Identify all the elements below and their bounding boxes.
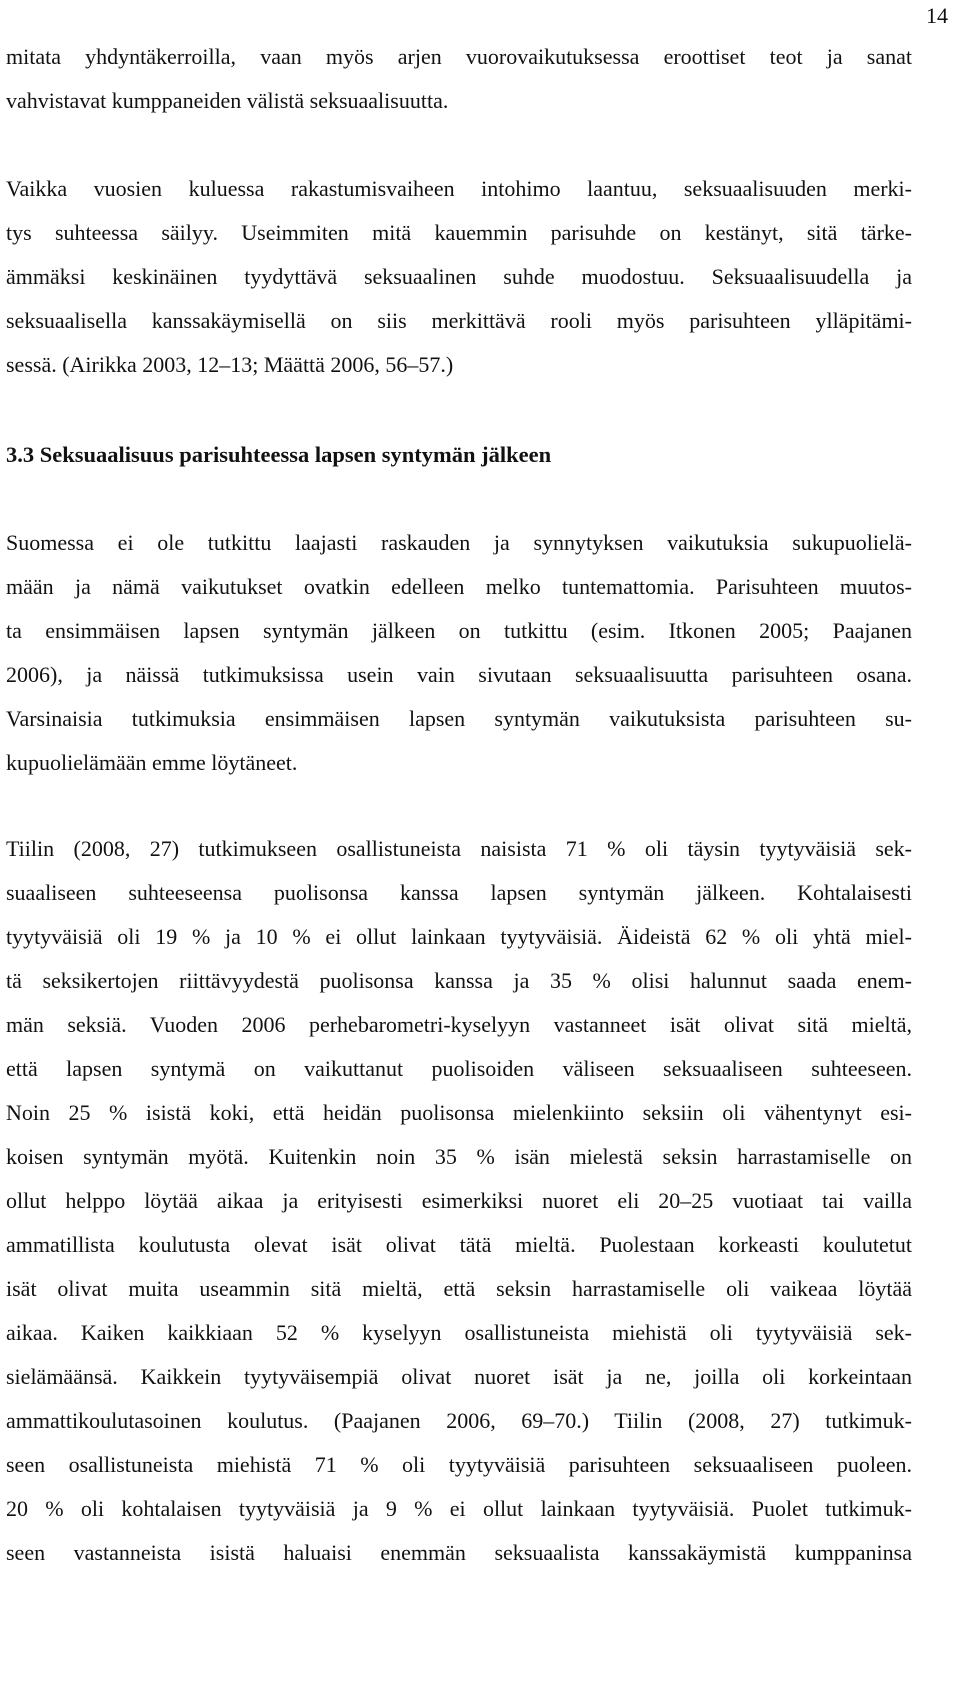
paragraph-line: Suomessa ei ole tutkittu laajasti raskauden ja synnytyksen vaikutuksia sukupuolielä-: [6, 530, 912, 555]
paragraph-line: ollut helppo löytää aikaa ja erityisesti esimerkiksi nuoret eli 20–25 vuotiaat tai vailla: [6, 1188, 912, 1213]
paragraph-line: sessä. (Airikka 2003, 12–13; Määttä 2006, 56–57.): [6, 352, 454, 377]
paragraph-line: Tiilin (2008, 27) tutkimukseen osallistuneista naisista 71 % oli täysin tyytyväisiä sek-: [6, 836, 912, 861]
paragraph-line: suaaliseen suhteeseensa puolisonsa kanssa lapsen syntymän jälkeen. Kohtalaisesti: [6, 880, 912, 905]
paragraph-line: män seksiä. Vuoden 2006 perhebarometri-kyselyyn vastanneet isät olivat sitä mieltä,: [6, 1012, 912, 1037]
paragraph-line: seen osallistuneista miehistä 71 % oli tyytyväisiä parisuhteen seksuaaliseen puoleen.: [6, 1452, 912, 1477]
paragraph-line: tä seksikertojen riittävyydestä puolisonsa kanssa ja 35 % olisi halunnut saada enem-: [6, 968, 912, 993]
paragraph-line: ämmäksi keskinäinen tyydyttävä seksuaalinen suhde muodostuu. Seksuaalisuudella ja: [6, 264, 912, 289]
paragraph-line: ammattikoulutasoinen koulutus. (Paajanen 2006, 69–70.) Tiilin (2008, 27) tutkimuk-: [6, 1408, 912, 1433]
paragraph-line: tyytyväisiä oli 19 % ja 10 % ei ollut lainkaan tyytyväisiä. Äideistä 62 % oli yhtä miel-: [6, 924, 912, 949]
paragraph-line: tys suhteessa säilyy. Useimmiten mitä kauemmin parisuhde on kestänyt, sitä tärke-: [6, 220, 912, 245]
paragraph-line: Vaikka vuosien kuluessa rakastumisvaiheen intohimo laantuu, seksuaalisuuden merki-: [6, 176, 912, 201]
paragraph-line: 2006), ja näissä tutkimuksissa usein vain sivutaan seksuaalisuutta parisuhteen osana.: [6, 662, 912, 687]
page-number: 14: [926, 3, 948, 28]
section-heading: 3.3 Seksuaalisuus parisuhteessa lapsen syntymän jälkeen: [6, 442, 552, 467]
paragraph-line: seksuaalisella kanssakäymisellä on siis merkittävä rooli myös parisuhteen ylläpitämi-: [6, 308, 912, 333]
paragraph-line: mitata yhdyntäkerroilla, vaan myös arjen vuorovaikutuksessa eroottiset teot ja sanat: [6, 44, 912, 69]
paragraph-line: ammatillista koulutusta olevat isät olivat tätä mieltä. Puolestaan korkeasti koulutetut: [6, 1232, 912, 1257]
paragraph-line: että lapsen syntymä on vaikuttanut puolisoiden väliseen seksuaaliseen suhteeseen.: [6, 1056, 912, 1081]
paragraph-line: kupuolielämään emme löytäneet.: [6, 750, 298, 775]
paragraph-line: mään ja nämä vaikutukset ovatkin edelleen melko tuntemattomia. Parisuhteen muutos-: [6, 574, 912, 599]
paragraph-line: seen vastanneista isistä haluaisi enemmän seksuaalista kanssakäymistä kumppaninsa: [6, 1540, 912, 1565]
paragraph-line: koisen syntymän myötä. Kuitenkin noin 35 % isän mielestä seksin harrastamiselle on: [6, 1144, 912, 1169]
paragraph-line: isät olivat muita useammin sitä mieltä, että seksin harrastamiselle oli vaikeaa löytää: [6, 1276, 912, 1301]
paragraph-line: Varsinaisia tutkimuksia ensimmäisen lapsen syntymän vaikutuksista parisuhteen su-: [6, 706, 912, 731]
paragraph-line: sielämäänsä. Kaikkein tyytyväisempiä olivat nuoret isät ja ne, joilla oli korkeintaan: [6, 1364, 912, 1389]
paragraph-line: aikaa. Kaiken kaikkiaan 52 % kyselyyn osallistuneista miehistä oli tyytyväisiä sek-: [6, 1320, 912, 1345]
paragraph-line: Noin 25 % isistä koki, että heidän puolisonsa mielenkiinto seksiin oli vähentynyt esi-: [6, 1100, 912, 1125]
paragraph-line: ta ensimmäisen lapsen syntymän jälkeen on tutkittu (esim. Itkonen 2005; Paajanen: [6, 618, 912, 643]
paragraph-line: vahvistavat kumppaneiden välistä seksuaalisuutta.: [6, 88, 449, 113]
paragraph-line: 20 % oli kohtalaisen tyytyväisiä ja 9 % ei ollut lainkaan tyytyväisiä. Puolet tutkimuk-: [6, 1496, 912, 1521]
